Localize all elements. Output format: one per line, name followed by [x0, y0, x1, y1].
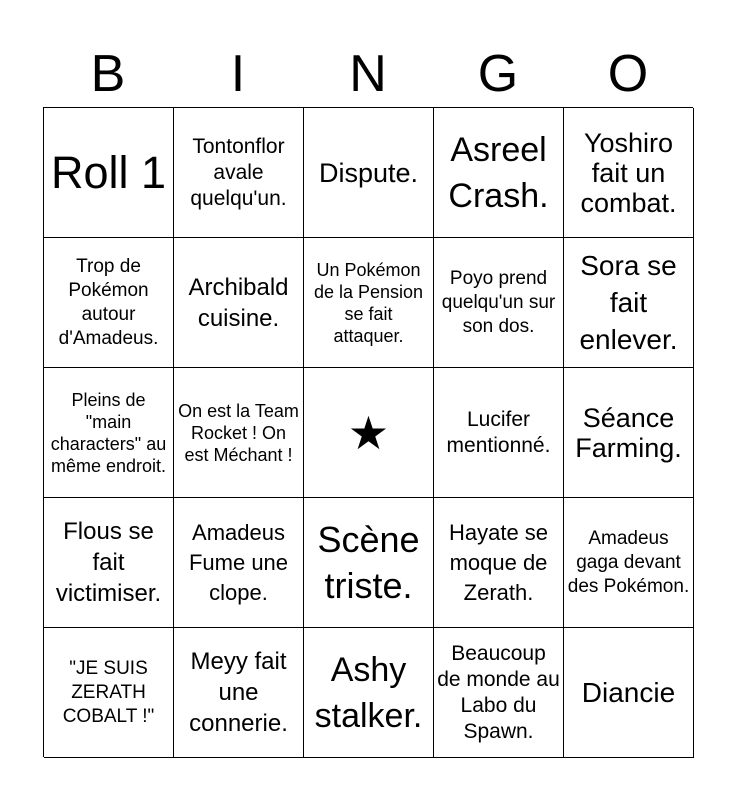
bingo-cell-r3c4[interactable]: [434, 368, 564, 498]
cell-text: "JE SUIS ZERATH COBALT !": [62, 657, 155, 727]
cell-text: On est la Team Rocket ! On est Méchant !: [178, 400, 299, 465]
header-letter-b: B: [90, 45, 126, 103]
bingo-cell-r5c1[interactable]: [44, 628, 174, 758]
bingo-cell-r4c5[interactable]: [564, 498, 694, 628]
bingo-card: [43, 107, 693, 757]
cell-text: Amadeus Fume une clope.: [188, 519, 289, 605]
star-icon: ★: [347, 406, 390, 459]
header-letter-g: G: [477, 45, 519, 103]
cell-text: Flous se fait victimiser.: [55, 518, 162, 607]
cell-text: Yoshiro fait un combat.: [580, 127, 677, 218]
bingo-cell-r5c3[interactable]: [304, 628, 434, 758]
cell-text: Meyy fait une connerie.: [189, 648, 288, 737]
bingo-cell-r3c1[interactable]: [44, 368, 174, 498]
cell-text: Pleins de "main characters" au même endroit.: [50, 389, 167, 476]
bingo-cell-r4c4[interactable]: [434, 498, 564, 628]
bingo-cell-r1c4[interactable]: [434, 108, 564, 238]
bingo-cell-r2c2[interactable]: [174, 238, 304, 368]
bingo-cell-r4c3[interactable]: [304, 498, 434, 628]
cell-text: Archibald cuisine.: [188, 273, 289, 332]
bingo-cell-free[interactable]: [304, 368, 434, 498]
bingo-cell-r4c1[interactable]: [44, 498, 174, 628]
cell-text: Poyo prend quelqu'un sur son dos.: [441, 267, 556, 337]
bingo-cell-r4c2[interactable]: [174, 498, 304, 628]
cell-text: Lucifer mentionné.: [446, 407, 551, 457]
bingo-cell-r1c5[interactable]: [564, 108, 694, 238]
cell-text: Un Pokémon de la Pension se fait attaquer.: [313, 259, 424, 346]
bingo-cell-r3c2[interactable]: [174, 368, 304, 498]
header-letter-i: I: [230, 45, 246, 103]
bingo-cell-r5c4[interactable]: [434, 628, 564, 758]
bingo-cell-r2c3[interactable]: [304, 238, 434, 368]
bingo-cell-r5c5[interactable]: [564, 628, 694, 758]
cell-text: Hayate se moque de Zerath.: [448, 519, 549, 605]
bingo-cell-r1c2[interactable]: [174, 108, 304, 238]
cell-text: Dispute.: [318, 157, 419, 188]
cell-text: Beaucoup de monde au Labo du Spawn.: [437, 641, 560, 743]
cell-text: Ashy stalker.: [314, 650, 423, 735]
bingo-cell-r3c5[interactable]: [564, 368, 694, 498]
cell-text: Séance Farming.: [575, 402, 682, 463]
bingo-cell-r5c2[interactable]: [174, 628, 304, 758]
cell-text: Amadeus gaga devant des Pokémon.: [567, 527, 690, 597]
cell-text: Diancie: [581, 677, 676, 708]
cell-text: Tontonflor avale quelqu'un.: [190, 134, 287, 210]
bingo-cell-r2c1[interactable]: [44, 238, 174, 368]
header-letter-o: O: [607, 45, 649, 103]
bingo-cell-r1c3[interactable]: [304, 108, 434, 238]
cell-text: Roll 1: [50, 146, 167, 198]
bingo-header: [43, 40, 693, 108]
cell-text: Trop de Pokémon autour d'Amadeus.: [58, 255, 159, 349]
cell-text: Scène triste.: [317, 518, 420, 606]
bingo-cell-r2c5[interactable]: [564, 238, 694, 368]
cell-text: Asreel Crash.: [448, 130, 549, 215]
cell-text: Sora se fait enlever.: [579, 250, 678, 355]
bingo-cell-r2c4[interactable]: [434, 238, 564, 368]
bingo-cell-r1c1[interactable]: [44, 108, 174, 238]
header-letter-n: N: [349, 45, 387, 103]
